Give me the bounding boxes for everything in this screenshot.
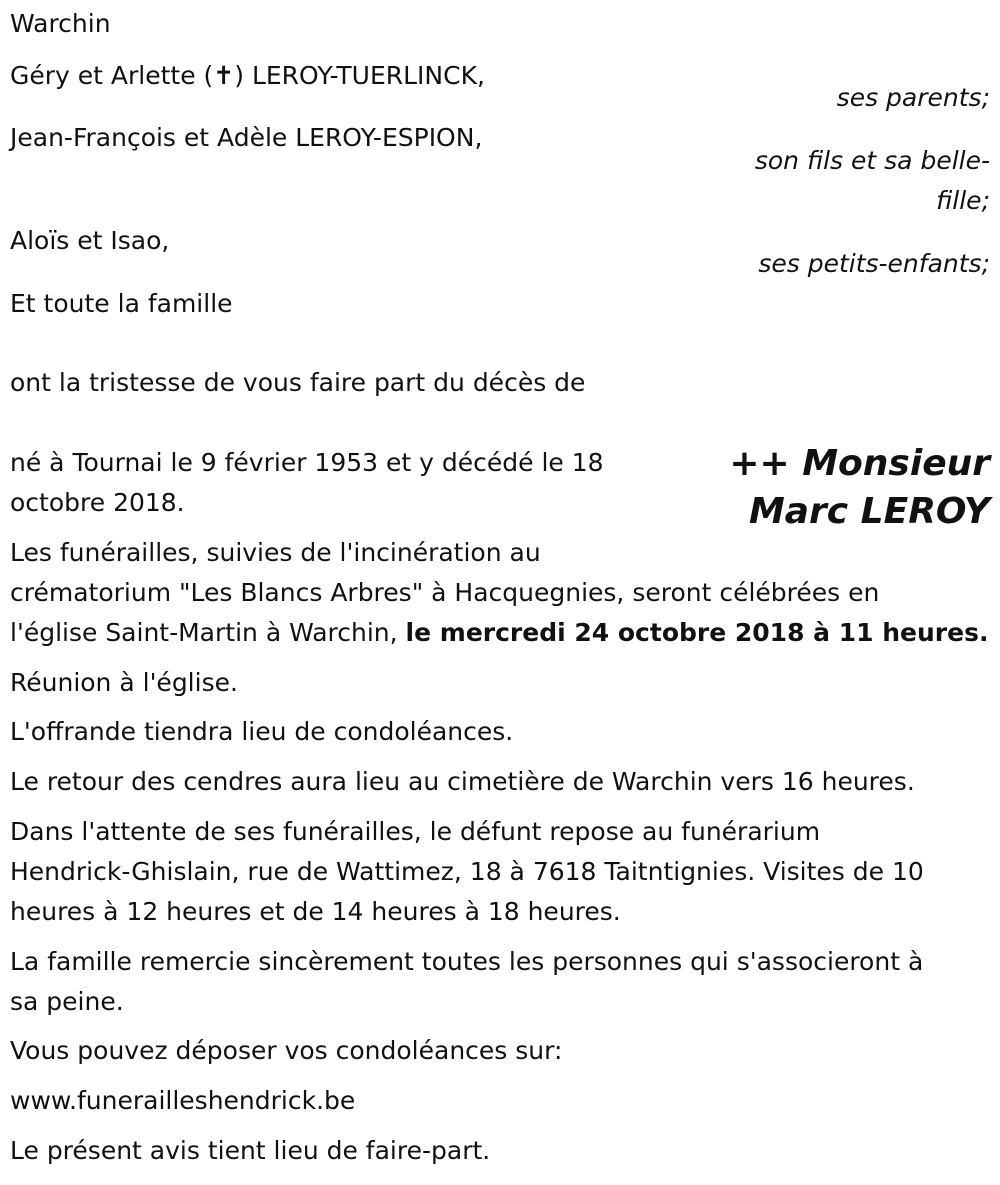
rest-line2: Hendrick-Ghislain, rue de Wattimez, 18 à 7618 Taitntignies. Visites de 10 [10, 857, 924, 886]
family-parents-names: Géry et Arlette (✝) LEROY-TUERLINCK, [10, 61, 485, 90]
offering-text: L'offrande tiendra lieu de condoléances. [10, 717, 514, 746]
meeting-text: Réunion à l'église. [10, 668, 238, 697]
website-link[interactable]: www.funerailleshendrick.be [10, 1086, 356, 1115]
family-parents-relation: ses parents; [836, 83, 990, 112]
obituary-notice [10, 0, 990, 1185]
family-son-relation-line2: fille; [936, 186, 990, 215]
funeral-date: le mercredi 24 octobre 2018 à 11 heures. [405, 618, 989, 647]
birth-line1: né à Tournai le 9 février 1953 et y décédé le 18 [10, 448, 604, 477]
rest-line1: Dans l'attente de ses funérailles, le défunt repose au funérarium [10, 817, 821, 846]
thanks-line2: sa peine. [10, 987, 124, 1016]
thanks-line1: La famille remercie sincèrement toutes les personnes qui s'associeront à [10, 947, 924, 976]
family-grandchildren-relation: ses petits-enfants; [758, 249, 990, 278]
closing-text: Le présent avis tient lieu de faire-part. [10, 1136, 491, 1165]
deceased-name [729, 440, 990, 536]
family-son-names: Jean-François et Adèle LEROY-ESPION, [10, 123, 483, 152]
location-text: Warchin [10, 9, 111, 38]
family-rest-names: Et toute la famille [10, 289, 233, 318]
funeral-line1: Les funérailles, suivies de l'incinération au [10, 538, 541, 567]
funeral-line3: l'église Saint-Martin à Warchin, le mercredi 24 octobre 2018 à 11 heures. [10, 618, 989, 647]
ashes-text: Le retour des cendres aura lieu au cimetière de Warchin vers 16 heures. [10, 767, 915, 796]
condolences-label: Vous pouvez déposer vos condoléances sur: [10, 1036, 563, 1065]
funeral-line2: crématorium "Les Blancs Arbres" à Hacquegnies, seront célébrées en [10, 578, 880, 607]
announcement-text: ont la tristesse de vous faire part du décès de [10, 368, 586, 397]
deceased-fullname: Marc LEROY [748, 491, 990, 532]
birth-line2: octobre 2018. [10, 488, 185, 517]
family-grandchildren-names: Aloïs et Isao, [10, 226, 170, 255]
family-son-relation-line1: son fils et sa belle- [754, 146, 990, 175]
deceased-title: ++ Monsieur [729, 443, 990, 484]
rest-line3: heures à 12 heures et de 14 heures à 18 heures. [10, 897, 621, 926]
cross-icon: ✝ [213, 61, 235, 90]
